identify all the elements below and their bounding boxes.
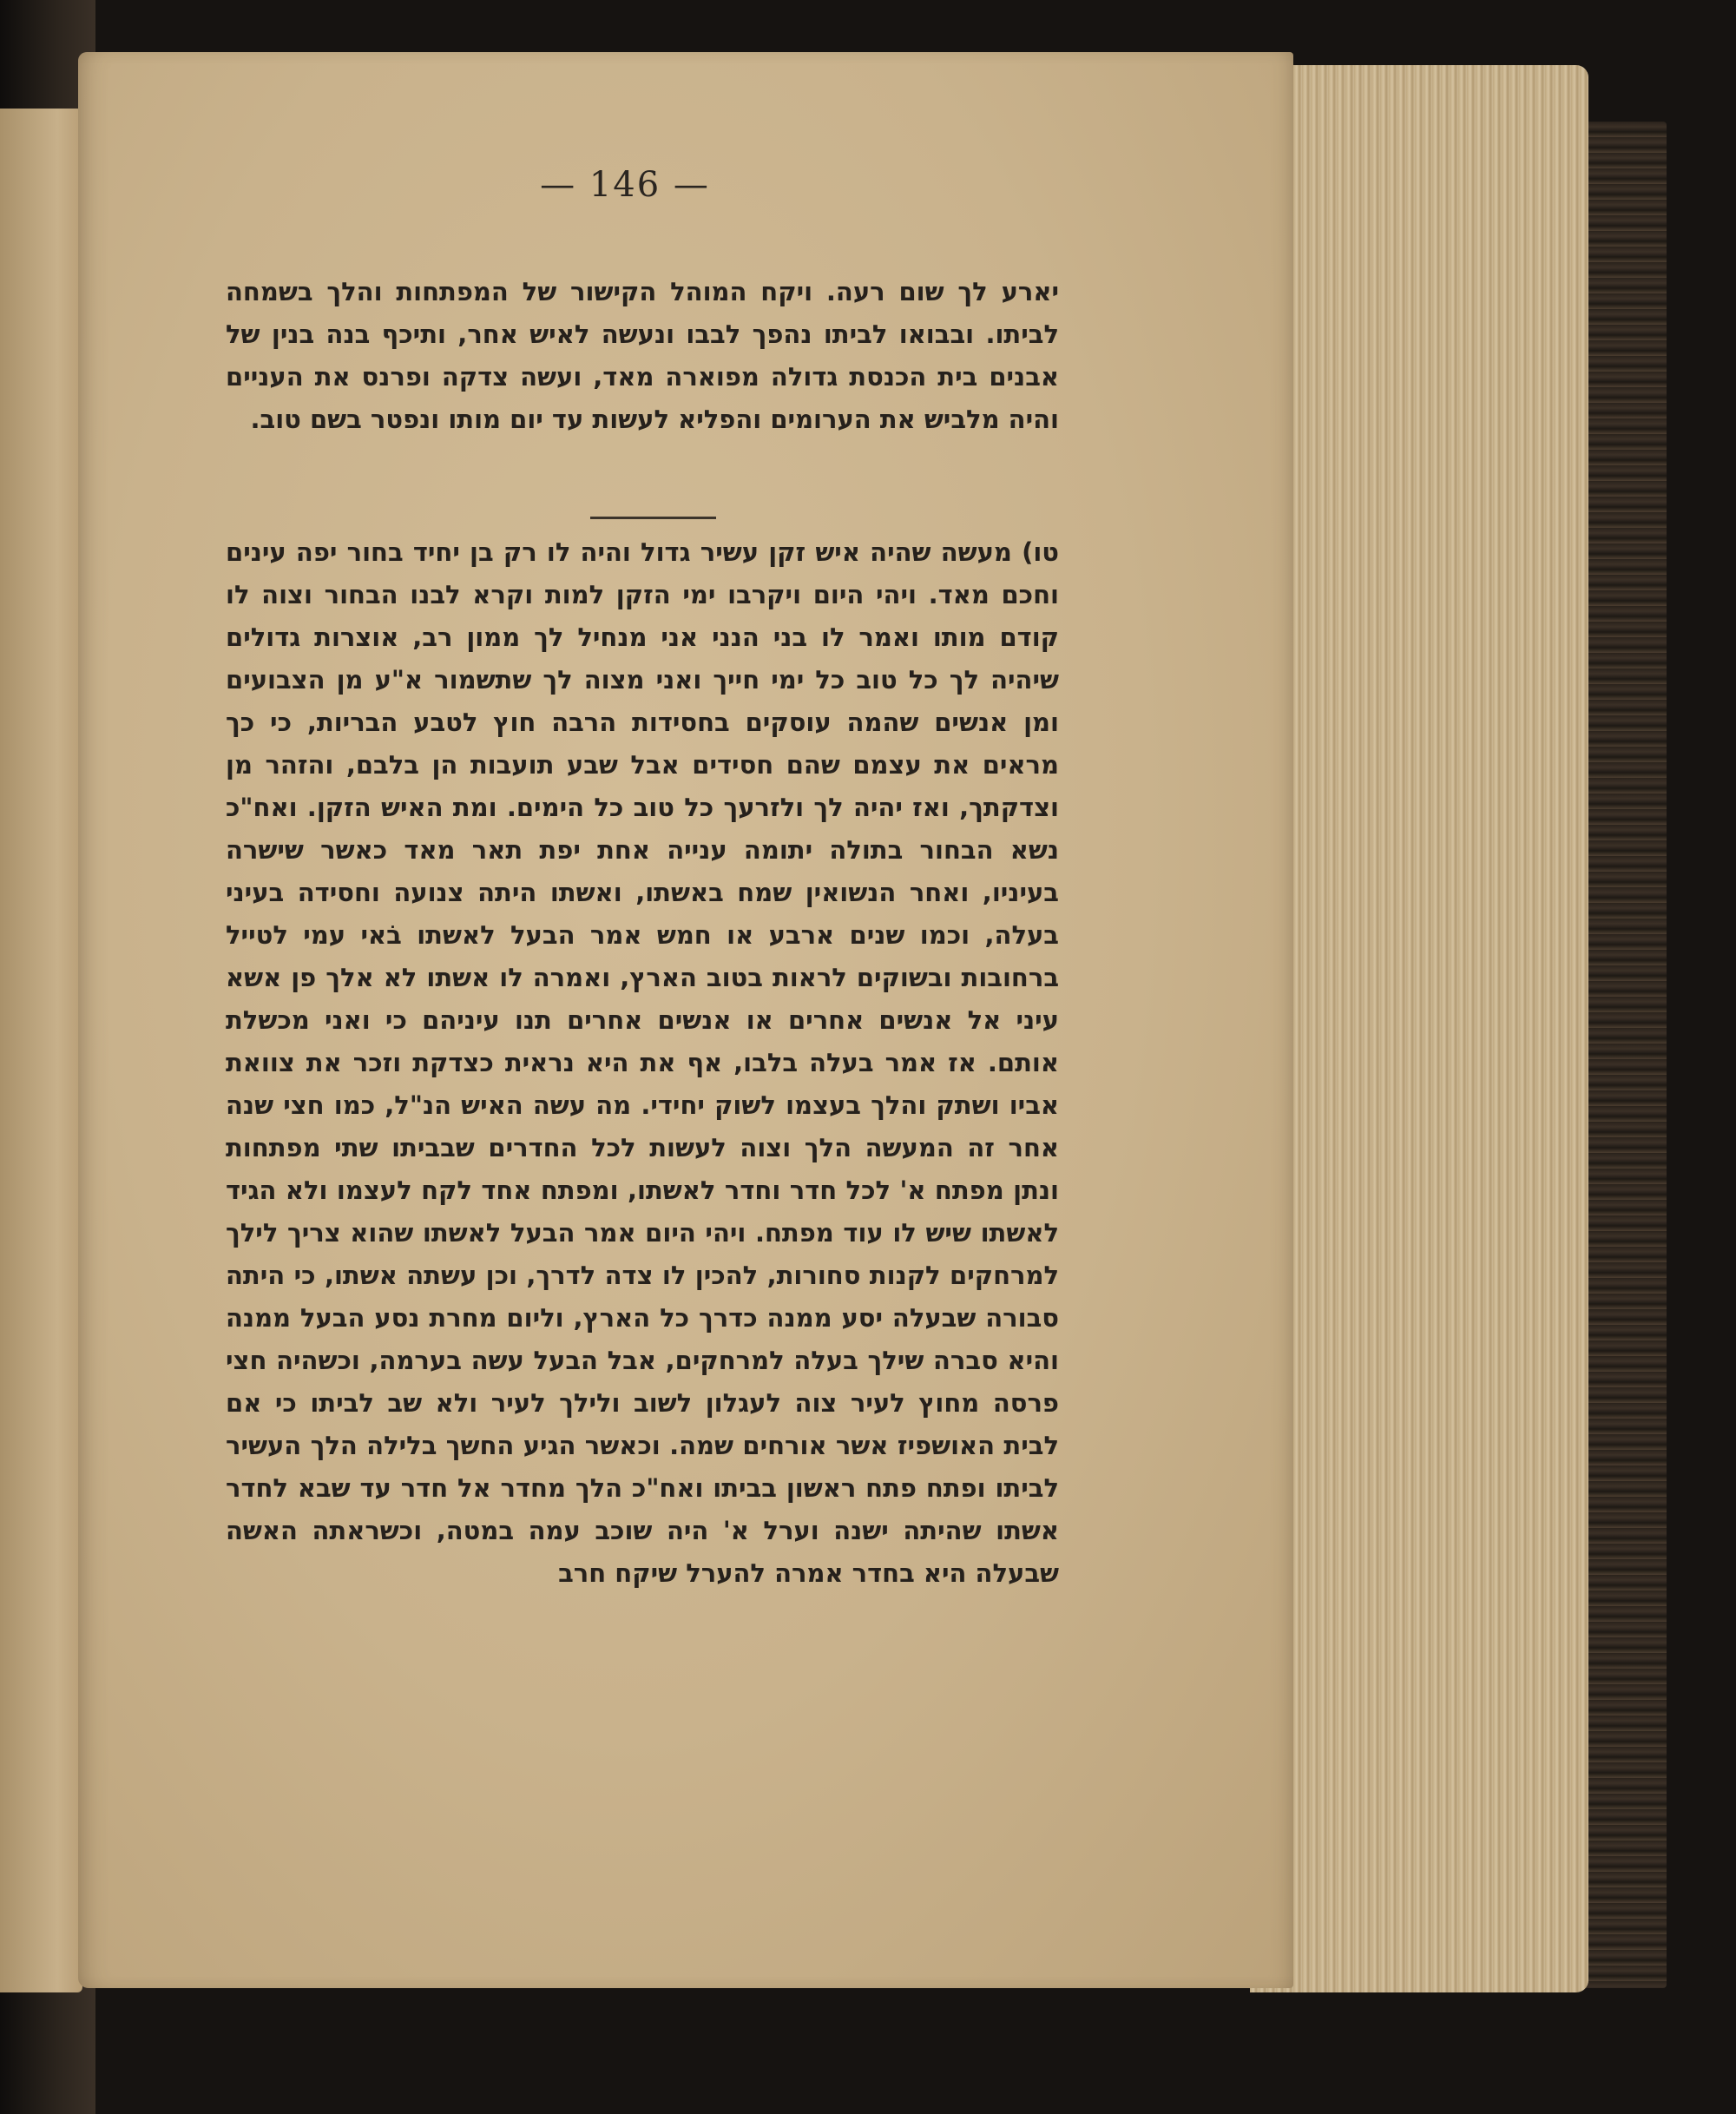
top-paragraph-text: יארע לך שום רעה. ויקח המוהל הקישור של המפתחות והלך בשמחה לביתו. ובבואו לביתו נהפך לבבו ונעשה לאיש אחר, ותיכף בנה בנין של אבנים בית הכנסת גדולה מפוארה מאד, ועשה צדקה ופרנס את העניים והיה מלביש את הערומים והפליא לעשות עד יום מותו ונפטר בשם טוב.: [226, 277, 1059, 434]
page-stack-edges: [1250, 65, 1588, 1992]
main-paragraph: [226, 531, 1059, 1595]
section-divider: [590, 517, 716, 519]
main-paragraph-text: טו) מעשה שהיה איש זקן עשיר גדול והיה לו רק בן יחיד בחור יפה עינים וחכם מאד. ויהי היום ויקרבו ימי הזקן למות וקרא לבנו הבחור וצוה לו קודם מותו ואמר לו בני הנני אני מנחיל לך ממון רב, אוצרות גדולים שיהיה לך כל טוב כל ימי חייך ואני מצוה לך שתשמור א"ע מן הצבועים ומן אנשים שהמה עוסקים בחסידות הרבה חוץ לטבע הבריות, כי כך מראים את עצמם שהם חסידים אבל שבע תועבות הן בלבם, והזהר מן וצדקתך, ואז יהיה לך ולזרעך כל טוב כל הימים. ומת האיש הזקן. ואח"כ נשא הבחור בתולה יתומה ענייה אחת יפת תאר מאד כאשר שישרה בעיניו, ואחר הנשואין שמח באשתו, ואשתו היתה צנועה וחסידה בעיני בעלה, וכמו שנים ארבע או חמש אמר הבעל לאשתו בֹאי עמי לטייל ברחובות ובשוקים לראות בטוב הארץ, ואמרה לו אשתו לא אלך פן אשא עיני אל אנשים אחרים או אנשים אחרים תנו עיניהם כי ואני מכשלת אותם. אז אמר בעלה בלבו, אף את היא נראית כצדקת וזכר את צוואת אביו ושתק והלך בעצמו לשוק יחידי. מה עשה האיש הנ"ל, כמו חצי שנה אחר זה המעשה הלך וצוה לעשות לכל החדרים שבביתו שתי מפתחות ונתן מפתח א' לכל חדר וחדר לאשתו, ומפתח אחד לקח לעצמו ולא הגיד לאשתו שיש לו עוד מפתח. ויהי היום אמר הבעל לאשתו שהוא צריך לילך למרחקים לקנות סחורות, להכין לו צדה לדרך, וכן עשתה אשתו, כי היתה סבורה שבעלה יסע ממנה כדרך כל הארץ, וליום מחרת נסע הבעל ממנה והיא סברה שילך בעלה למרחקים, אבל הבעל עשה בערמה, וכשהיה חצי פרסה מחוץ לעיר צוה לעגלון לשוב ולילך לעיר ולא שב לביתו כי אם לבית האושפיז אשר אורחים שמה. וכאשר הגיע החשך בלילה הלך העשיר לביתו ופתח פתח ראשון בביתו ואח"כ הלך מחדר אל חדר עד שבא לחדר אשתו שהיתה ישנה וערל א' היה שוכב עמה במטה, וכשראתה האשה שבעלה היא בחדר אמרה להערל שיקח חרב: [226, 537, 1059, 1588]
page-number: — 146 —: [540, 165, 710, 205]
left-page-edge: [0, 109, 82, 1992]
top-paragraph: [226, 271, 1059, 441]
